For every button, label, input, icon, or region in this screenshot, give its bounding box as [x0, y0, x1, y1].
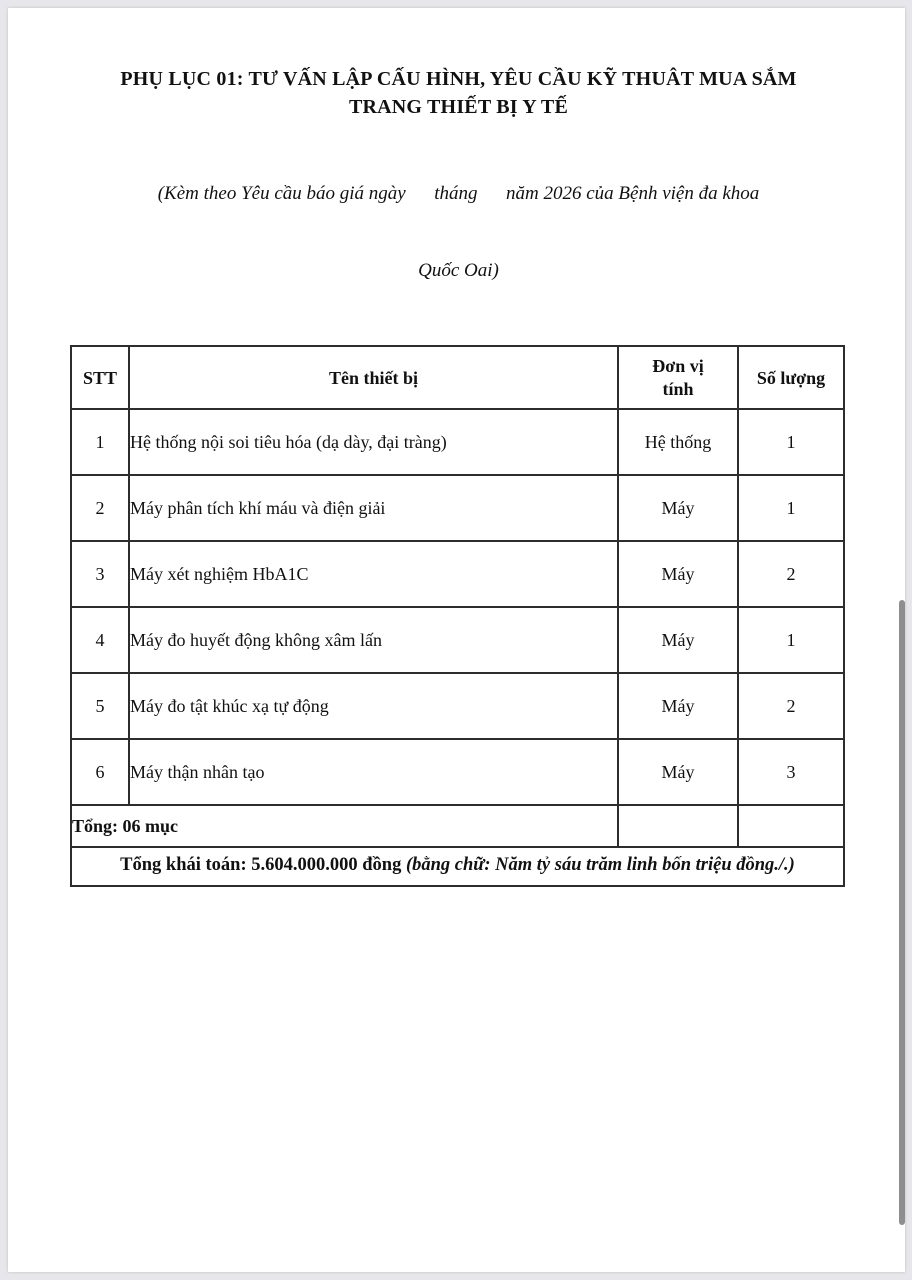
column-header-stt: STT: [71, 346, 129, 409]
scrollbar-thumb[interactable]: [899, 600, 905, 1225]
document-title: [70, 66, 847, 121]
table-row: [71, 673, 844, 739]
document-page: [8, 8, 905, 1272]
cell-stt: 4: [71, 607, 129, 673]
table-row: [71, 739, 844, 805]
total-items-label: Tổng: 06 mục: [71, 805, 618, 847]
cell-quantity: 2: [738, 673, 844, 739]
cell-unit: Máy: [618, 607, 738, 673]
cell-quantity: 3: [738, 739, 844, 805]
cell-quantity: 1: [738, 475, 844, 541]
document-content: [8, 8, 905, 887]
table-row: [71, 475, 844, 541]
total-row-empty-unit-cell: [618, 805, 738, 847]
cell-unit: Hệ thống: [618, 409, 738, 475]
cell-stt: 3: [71, 541, 129, 607]
total-row: [71, 805, 844, 847]
column-header-qty: Số lượng: [738, 346, 844, 409]
table-row: [71, 409, 844, 475]
cell-quantity: 1: [738, 607, 844, 673]
cell-stt: 6: [71, 739, 129, 805]
total-row-empty-qty-cell: [738, 805, 844, 847]
cell-unit: Máy: [618, 739, 738, 805]
grand-total-in-words: (bằng chữ: Năm tỷ sáu trăm linh bốn triệu đồng./.): [405, 855, 795, 876]
cell-unit: Máy: [618, 475, 738, 541]
cell-equipment-name: Máy thận nhân tạo: [129, 739, 618, 805]
cell-equipment-name: Máy đo tật khúc xạ tự động: [129, 673, 618, 739]
cell-equipment-name: Máy xét nghiệm HbA1C: [129, 541, 618, 607]
cell-stt: 1: [71, 409, 129, 475]
cell-unit: Máy: [618, 541, 738, 607]
cell-stt: 2: [71, 475, 129, 541]
subtitle-line-2: Quốc Oai): [418, 260, 499, 282]
cell-equipment-name: Máy phân tích khí máu và điện giải: [129, 475, 618, 541]
grand-total-row: [71, 847, 844, 886]
cell-equipment-name: Máy đo huyết động không xâm lấn: [129, 607, 618, 673]
equipment-table: [70, 345, 845, 887]
cell-unit: Máy: [618, 673, 738, 739]
cell-quantity: 2: [738, 541, 844, 607]
table-row: [71, 541, 844, 607]
grand-total-cell: [71, 847, 844, 886]
subtitle-line-1: (Kèm theo Yêu cầu báo giá ngày tháng năm 2026 của Bệnh viện đa khoa: [157, 183, 760, 205]
document-subtitle: [70, 130, 847, 335]
cell-quantity: 1: [738, 409, 844, 475]
cell-equipment-name: Hệ thống nội soi tiêu hóa (dạ dày, đại tràng): [129, 409, 618, 475]
cell-stt: 5: [71, 673, 129, 739]
column-header-unit: Đơn vị tính: [618, 346, 738, 409]
grand-total-amount: Tổng khái toán: 5.604.000.000 đồng: [120, 855, 406, 876]
title-line-1: PHỤ LỤC 01: TƯ VẤN LẬP CẤU HÌNH, YÊU CẦU KỸ THUÂT MUA SẮM: [120, 68, 797, 90]
table-row: [71, 607, 844, 673]
table-header-row: [71, 346, 844, 409]
column-header-name: Tên thiết bị: [129, 346, 618, 409]
title-line-2: TRANG THIẾT BỊ Y TẾ: [348, 95, 569, 118]
